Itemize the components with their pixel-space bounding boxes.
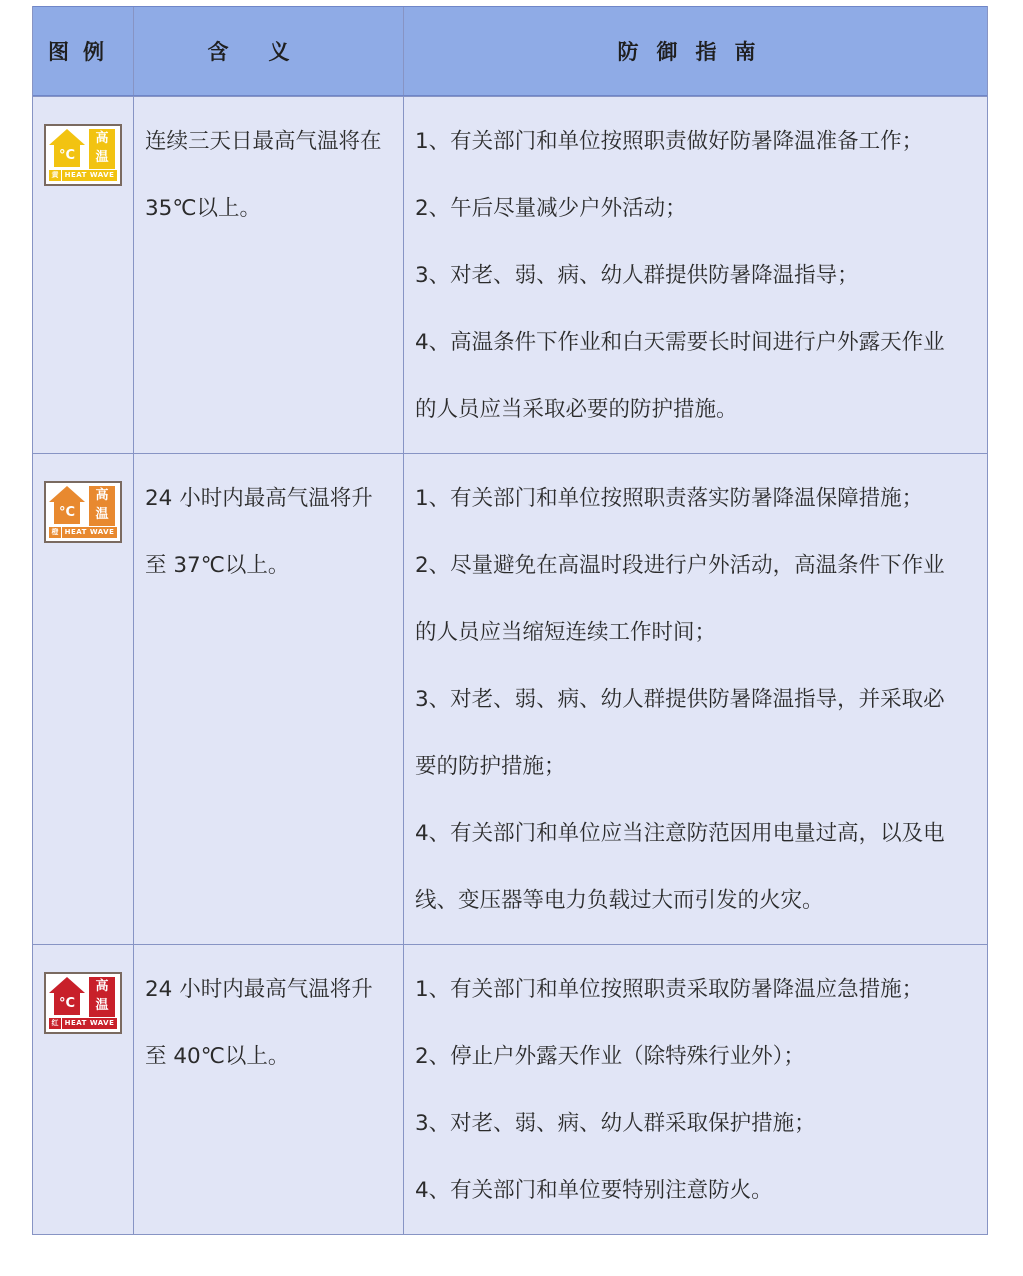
guide-line: 2、尽量避免在高温时段进行户外活动，高温条件下作业 [415, 553, 945, 578]
temperature-symbol: °C [54, 502, 80, 524]
meaning-line: 至 37℃以上。 [145, 553, 290, 578]
guide-line: 4、有关部门和单位要特别注意防火。 [415, 1178, 773, 1203]
guide-line: 的人员应当缩短连续工作时间； [415, 620, 717, 645]
guide-line: 1、有关部门和单位按照职责落实防暑降温保障措施； [415, 486, 924, 511]
guide-line: 1、有关部门和单位按照职责做好防暑降温准备工作； [415, 129, 924, 154]
guide-line: 2、午后尽量减少户外活动； [415, 196, 687, 221]
legend-cell [33, 454, 134, 944]
meaning-cell [134, 97, 404, 453]
header-legend: 图例 [33, 7, 134, 95]
guide-cell [404, 945, 987, 1234]
table-row-red [33, 944, 987, 1234]
guide-line: 3、对老、弱、病、幼人群采取保护措施； [415, 1111, 816, 1136]
heat-wave-yellow-icon: °C 高 温 黄 HEAT WAVE [44, 124, 122, 186]
heat-warning-table [32, 6, 988, 1235]
guide-line: 的人员应当采取必要的防护措施。 [415, 397, 738, 422]
guide-line: 1、有关部门和单位按照职责采取防暑降温应急措施； [415, 977, 924, 1002]
guide-line: 4、高温条件下作业和白天需要长时间进行户外露天作业 [415, 330, 945, 355]
meaning-line: 至 40℃以上。 [145, 1044, 290, 1069]
guide-cell [404, 97, 987, 453]
temperature-symbol: °C [54, 993, 80, 1015]
meaning-cell [134, 454, 404, 944]
guide-line: 3、对老、弱、病、幼人群提供防暑降温指导； [415, 263, 859, 288]
legend-cell [33, 97, 134, 453]
guide-line: 2、停止户外露天作业（除特殊行业外）； [415, 1044, 805, 1069]
header-meaning: 含义 [134, 7, 404, 95]
meaning-line: 连续三天日最高气温将在 [145, 129, 382, 154]
table-row-orange [33, 453, 987, 944]
meaning-line: 24 小时内最高气温将升 [145, 486, 373, 511]
guide-cell [404, 454, 987, 944]
guide-line: 4、有关部门和单位应当注意防范因用电量过高，以及电 [415, 821, 945, 846]
legend-cell [33, 945, 134, 1234]
guide-line: 要的防护措施； [415, 754, 566, 779]
meaning-line: 24 小时内最高气温将升 [145, 977, 373, 1002]
temperature-symbol: °C [54, 145, 80, 167]
guide-line: 3、对老、弱、病、幼人群提供防暑降温指导，并采取必 [415, 687, 945, 712]
meaning-cell [134, 945, 404, 1234]
table-header-row [33, 6, 987, 96]
heat-wave-orange-icon: °C 高 温 橙 HEAT WAVE [44, 481, 122, 543]
meaning-line: 35℃以上。 [145, 196, 262, 221]
header-defense-guide: 防御指南 [617, 40, 774, 64]
table-row-yellow [33, 96, 987, 453]
guide-line: 线、变压器等电力负载过大而引发的火灾。 [415, 888, 824, 913]
heat-wave-red-icon: °C 高 温 红 HEAT WAVE [44, 972, 122, 1034]
